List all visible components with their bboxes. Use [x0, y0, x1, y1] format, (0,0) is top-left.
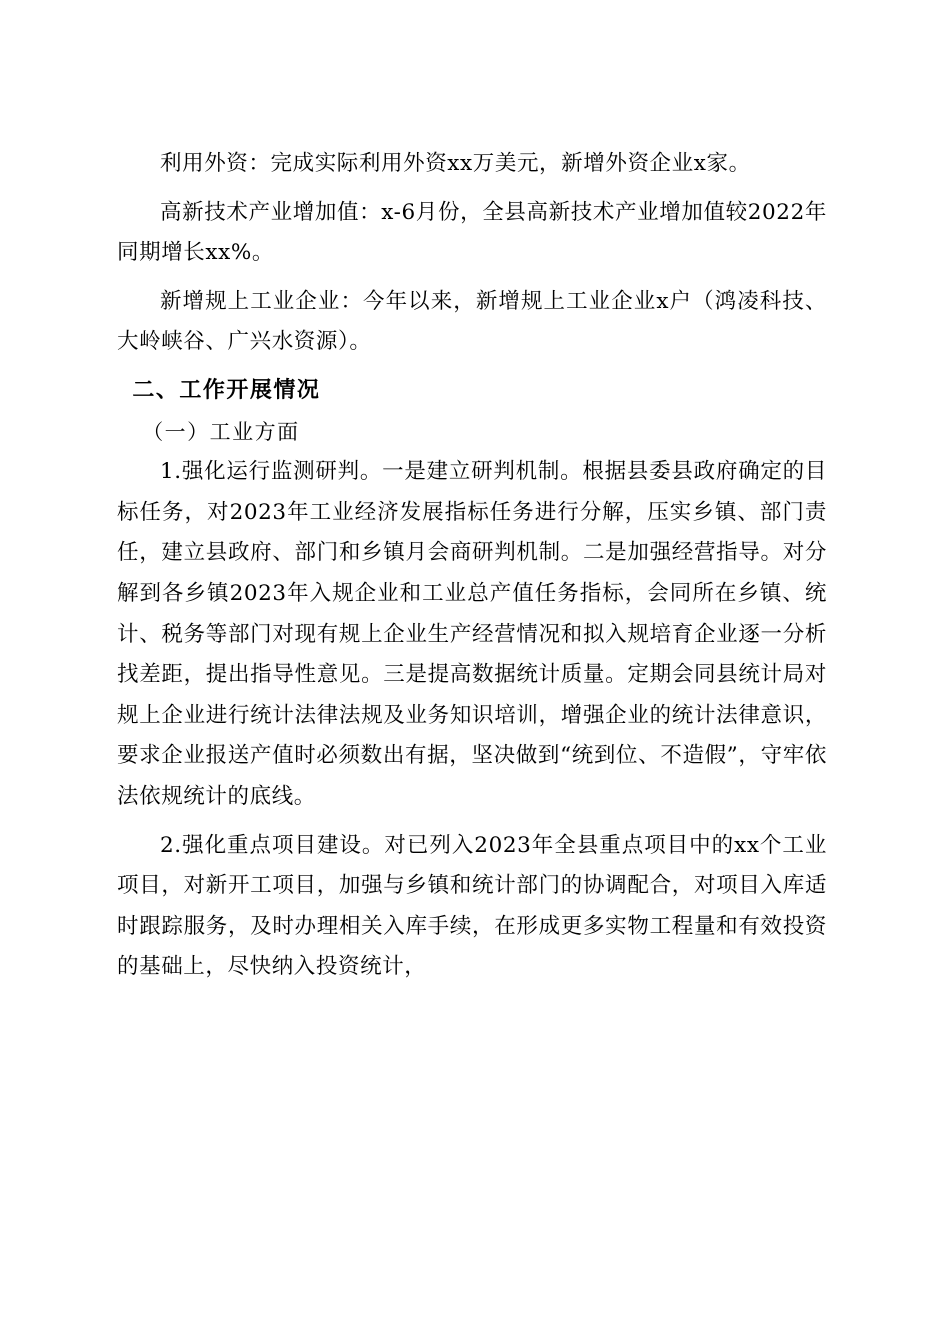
paragraph-key-projects: 2.强化重点项目建设。对已列入2023年全县重点项目中的xx个工业项目，对新开工项目，加强与乡镇和统计部门的协调配合，对项目入库适时跟踪服务，及时办理相关入库手续，在形成更多实物工程量和有效投资的基础上，尽快纳入投资统计，: [117, 832, 827, 980]
document-page: [117, 144, 827, 988]
paragraph-gap: [117, 274, 827, 282]
paragraph-gap: [117, 185, 827, 193]
paragraph-high-tech-industry: 高新技术产业增加值：x-6月份，全县高新技术产业增加值较2022年同期增长xx%。: [117, 199, 827, 266]
paragraph-gap: [117, 363, 827, 371]
paragraph-gap: [117, 818, 827, 826]
section-heading-work-progress: 二、工作开展情况: [132, 377, 321, 403]
subsection-heading-industry: （一）工业方面: [142, 419, 300, 444]
paragraph-new-enterprises: 新增规上工业企业：今年以来，新增规上工业企业x户（鸿凌科技、大岭峡谷、广兴水资源）。: [117, 288, 827, 355]
paragraph-foreign-investment: 利用外资：完成实际利用外资xx万美元，新增外资企业x家。: [160, 151, 751, 176]
paragraph-monitoring-analysis: 1.强化运行监测研判。一是建立研判机制。根据县委县政府确定的目标任务，对2023年工业经济发展指标任务进行分解，压实乡镇、部门责任，建立县政府、部门和乡镇月会商研判机制。二是加强经营指导。对分解到各乡镇2023年入规企业和工业总产值任务指标，会同所在乡镇、统计、税务等部门对现有规上企业生产经营情况和拟入规培育企业逐一分析找差距，提出指导性意见。三是提高数据统计质量。定期会同县统计局对规上企业进行统计法律法规及业务知识培训，增强企业的统计法律意识，要求企业报送产值时必须数出有据，坚决做到“统到位、不造假”，守牢依法依规统计的底线。: [117, 459, 827, 809]
